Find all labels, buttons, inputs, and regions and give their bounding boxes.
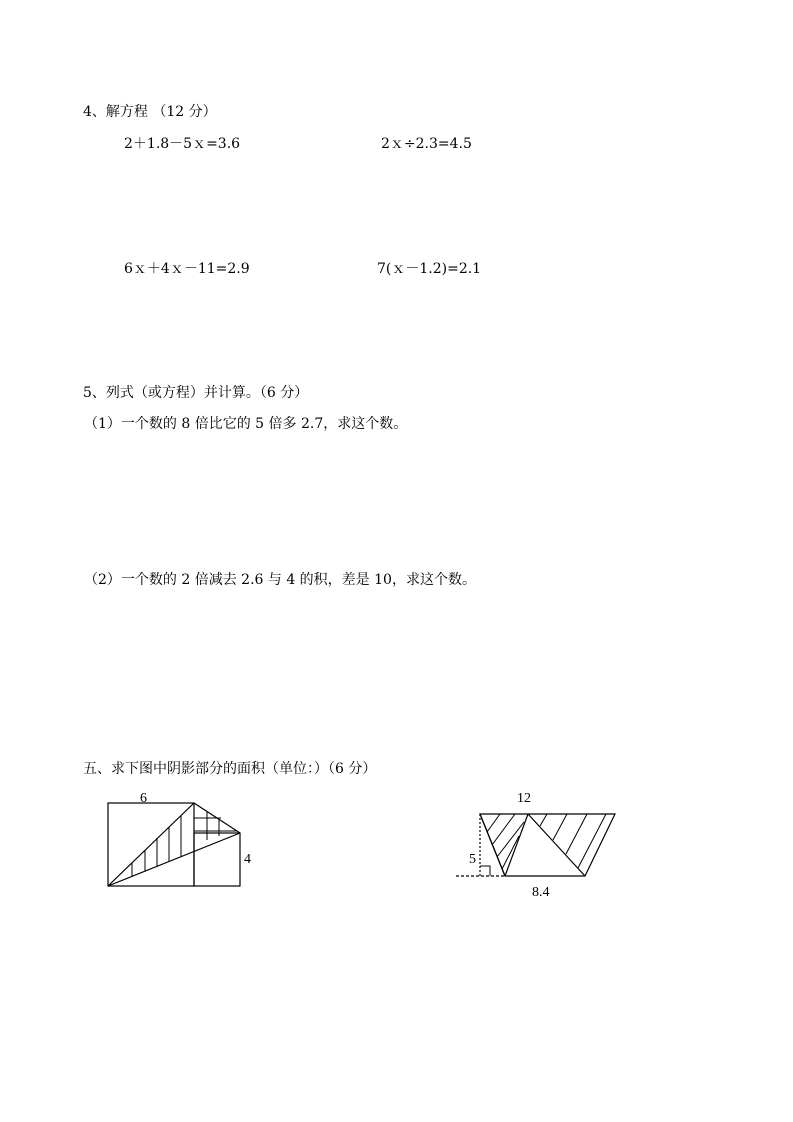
question-2: （2）一个数的 2 倍减去 2.6 与 4 的积，差是 10，求这个数。 — [84, 572, 476, 588]
figure-1-top-label: 6 — [140, 791, 147, 806]
figure-1-right-label: 4 — [244, 852, 251, 867]
equation-2: 2ｘ÷2.3=4.5 — [381, 136, 472, 152]
figure-2-top-label: 12 — [517, 791, 531, 806]
figure-2-drawing — [450, 805, 650, 900]
equation-4: 7(ｘ－1.2)=2.1 — [377, 261, 482, 277]
section-five-title: 五、求下图中阴影部分的面积（单位：）（6 分） — [83, 761, 377, 777]
equation-3: 6ｘ＋4ｘ－11=2.9 — [124, 261, 250, 277]
section-4-title: 4、解方程 （12 分） — [83, 104, 217, 120]
inner-right — [528, 814, 585, 876]
section-5-title: 5、列式（或方程）并计算。（6 分） — [83, 385, 309, 401]
right-rectangle — [194, 833, 240, 886]
diagonal-lower — [108, 833, 240, 886]
equation-1: 2＋1.8－5ｘ=3.6 — [124, 136, 241, 152]
figure-2-height-label: 5 — [469, 852, 476, 867]
figure-1-drawing — [100, 795, 360, 905]
trapezoid — [480, 814, 615, 876]
figure-2-bottom-label: 8.4 — [532, 885, 550, 900]
question-1: （1）一个数的 8 倍比它的 5 倍多 2.7，求这个数。 — [84, 416, 408, 432]
